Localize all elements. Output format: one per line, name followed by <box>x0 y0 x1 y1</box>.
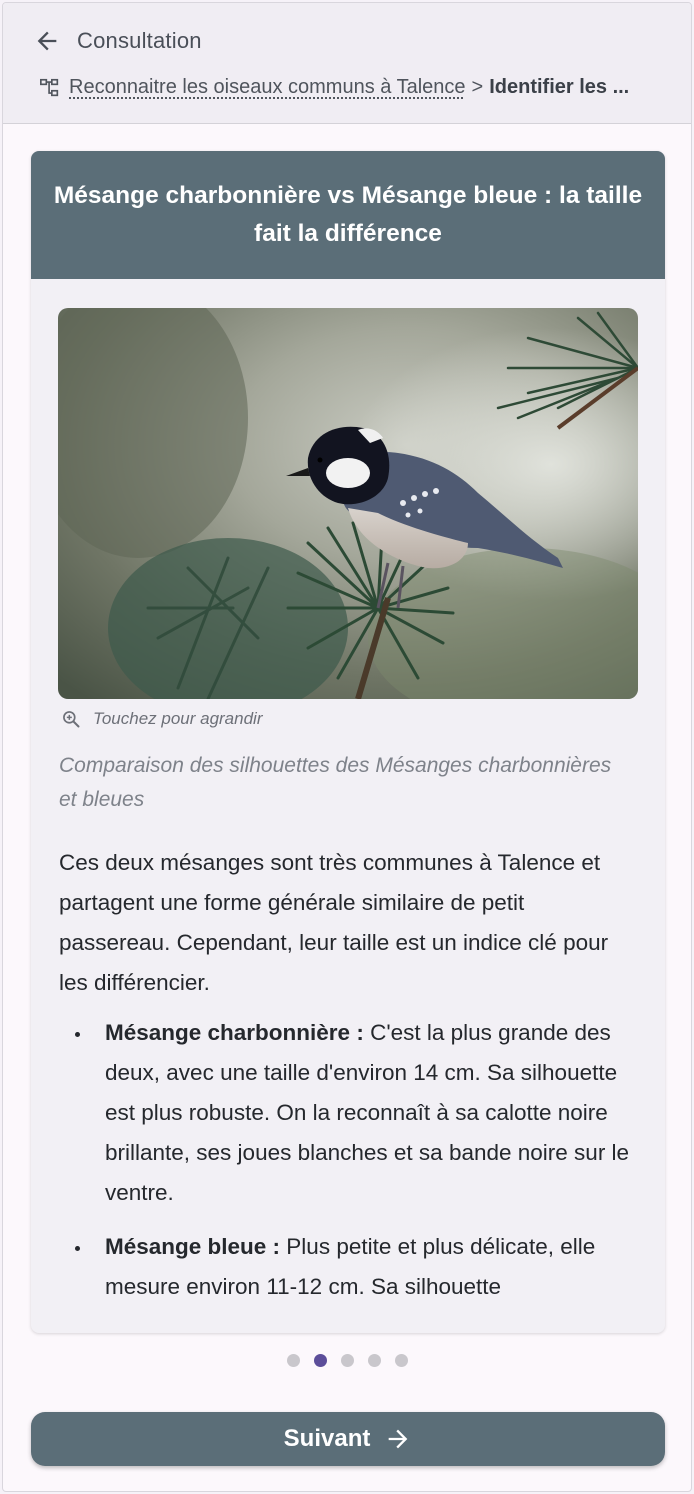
lesson-card <box>31 151 665 1333</box>
app-frame <box>2 2 692 1492</box>
bullet-text: Plus petite et plus délicate, elle mesure environ 11-12 cm. Sa silhouette <box>105 1234 596 1299</box>
zoom-in-icon <box>61 709 81 729</box>
page-dot[interactable] <box>395 1354 408 1367</box>
hierarchy-icon <box>39 77 61 99</box>
breadcrumb-current: Identifier les ... <box>489 76 630 98</box>
bullet-term: Mésange charbonnière : <box>105 1020 364 1045</box>
page-indicator <box>3 1354 691 1367</box>
page-dot[interactable] <box>287 1354 300 1367</box>
zoom-hint-text: Touchez pour agrandir <box>93 709 263 728</box>
bullet-text: C'est la plus grande des deux, avec une taille d'environ 14 cm. Sa silhouette est plus robuste. On la reconnaît à sa calotte noire brillante, ses joues blanches et sa bande noire sur le ventre. <box>105 1020 630 1205</box>
intro-paragraph: Ces deux mésanges sont très communes à Talence et partagent une forme générale similaire de petit passereau. Cependant, leur taille est un indice clé pour les différencier. <box>59 850 609 995</box>
next-button[interactable] <box>31 1412 665 1466</box>
page-dot[interactable] <box>341 1354 354 1367</box>
list-item <box>59 1013 649 1213</box>
back-arrow-icon[interactable] <box>33 27 61 55</box>
coal-tit-image <box>58 308 638 699</box>
bullet-term: Mésange bleue : <box>105 1234 281 1259</box>
breadcrumb-separator: > <box>471 76 484 98</box>
image-caption: Comparaison des silhouettes des Mésanges charbonnières et bleues <box>59 754 612 811</box>
breadcrumb-parent-link[interactable]: Reconnaitre les oiseaux communs à Talence <box>69 76 466 98</box>
header-row <box>33 27 202 55</box>
arrow-right-icon <box>384 1425 412 1453</box>
list-item <box>59 1227 649 1307</box>
bullet-list <box>59 1013 649 1321</box>
breadcrumb <box>39 76 655 99</box>
page-dot[interactable] <box>368 1354 381 1367</box>
zoom-hint <box>61 709 263 729</box>
next-button-label: Suivant <box>283 1425 371 1452</box>
page-title: Consultation <box>77 28 202 53</box>
page-dot-active[interactable] <box>314 1354 327 1367</box>
card-title: Mésange charbonnière vs Mésange bleue : la taille fait la différence <box>31 151 665 279</box>
bird-photo[interactable] <box>58 308 638 699</box>
app-header <box>3 3 691 124</box>
